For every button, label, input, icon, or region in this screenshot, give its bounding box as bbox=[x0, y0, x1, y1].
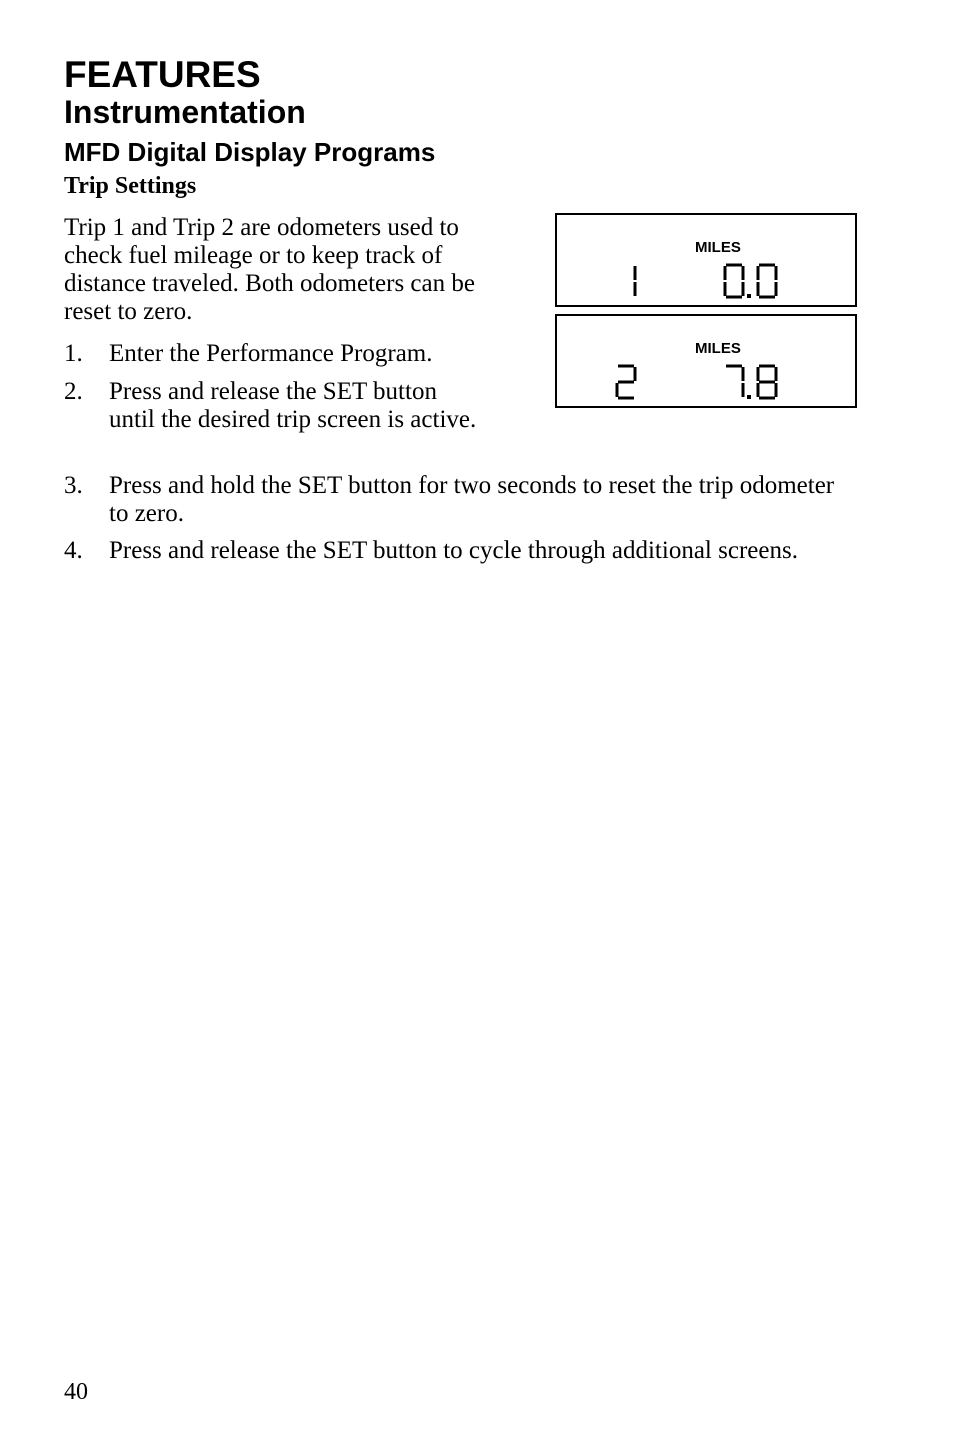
unit-label: MILES bbox=[695, 340, 741, 357]
mfd-programs-heading: MFD Digital Display Programs bbox=[64, 137, 436, 167]
trip-settings-heading: Trip Settings bbox=[64, 173, 197, 199]
trip-1-display bbox=[555, 213, 857, 307]
decimal-point bbox=[747, 395, 751, 399]
step-number: 3. bbox=[64, 472, 83, 499]
intro-paragraph: Trip 1 and Trip 2 are odometers used to check fuel mileage or to keep track of distance traveled. Both odometers can be reset to zero. bbox=[64, 214, 475, 325]
subsection-title: Instrumentation bbox=[64, 94, 306, 130]
lcd-digits bbox=[557, 215, 855, 305]
value-digit bbox=[725, 265, 743, 297]
lcd-digits bbox=[557, 316, 855, 406]
value-digit bbox=[726, 366, 743, 397]
step-text: Enter the Performance Program. bbox=[109, 340, 433, 367]
step-number: 1. bbox=[64, 340, 83, 367]
step-item bbox=[64, 378, 504, 464]
step-item bbox=[64, 537, 844, 595]
step-number: 4. bbox=[64, 537, 83, 564]
unit-label: MILES bbox=[695, 239, 741, 256]
value-digit bbox=[758, 366, 776, 398]
step-text: Press and release the SET button until the desired trip screen is active. bbox=[109, 378, 477, 433]
step-number: 2. bbox=[64, 378, 83, 405]
step-item bbox=[64, 472, 844, 530]
step-item bbox=[64, 340, 504, 370]
page-number: 40 bbox=[64, 1379, 88, 1405]
trip-2-display bbox=[555, 314, 857, 408]
step-text: Press and release the SET button to cycle through additional screens. bbox=[109, 537, 798, 564]
step-text: Press and hold the SET button for two seconds to reset the trip odometer to zero. bbox=[109, 472, 835, 527]
decimal-point bbox=[747, 294, 751, 298]
section-title: FEATURES bbox=[64, 54, 261, 95]
trip-number-digit bbox=[617, 366, 635, 398]
value-digit bbox=[758, 265, 776, 297]
